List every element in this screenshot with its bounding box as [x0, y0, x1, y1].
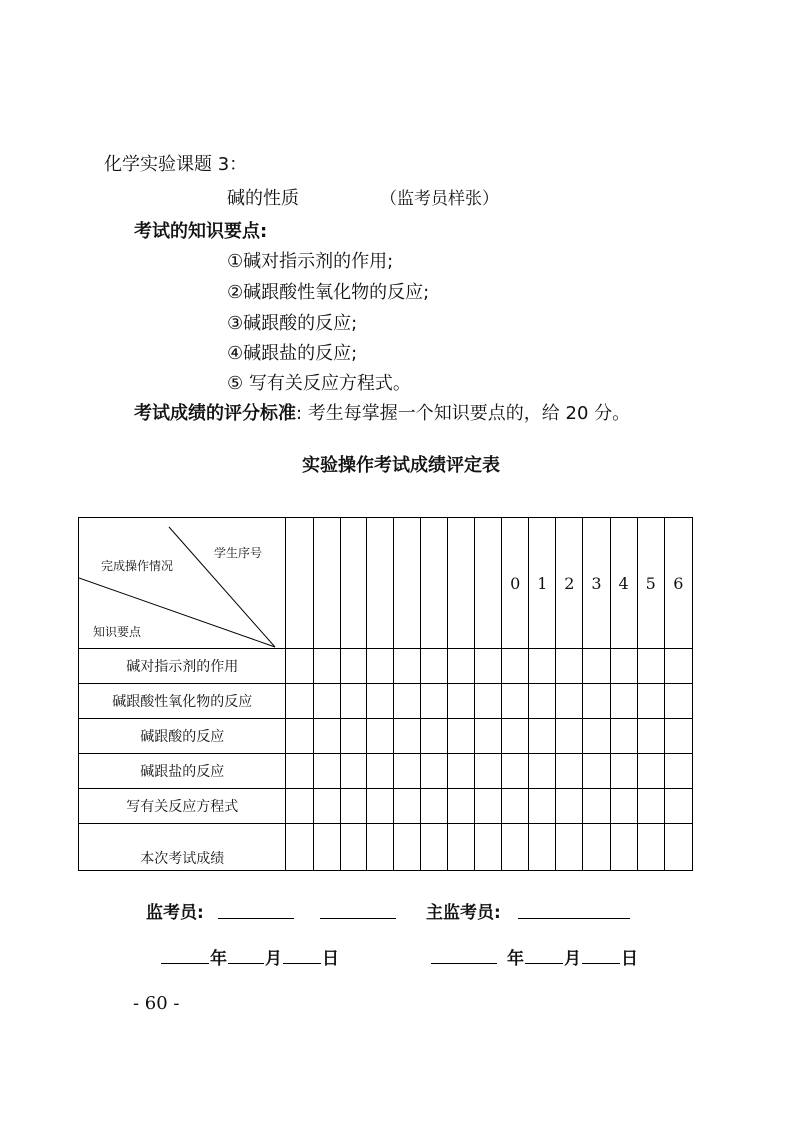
table-row: [79, 684, 693, 719]
score-cell[interactable]: [664, 789, 692, 824]
score-cell[interactable]: [340, 719, 366, 754]
score-cell[interactable]: [502, 824, 529, 871]
score-cell[interactable]: [583, 789, 610, 824]
score-cell[interactable]: [286, 719, 313, 754]
score-cell[interactable]: [664, 824, 692, 871]
header-cell: [393, 518, 420, 649]
chief-signature-blank[interactable]: [518, 902, 630, 919]
score-column-header: 0: [502, 518, 529, 649]
score-cell[interactable]: [286, 684, 313, 719]
score-column-header: 6: [664, 518, 692, 649]
month-blank-left[interactable]: [228, 947, 264, 964]
sample-note: （监考员样张）: [380, 189, 499, 209]
knowledge-item: ⑤ 写有关反应方程式。: [227, 373, 411, 394]
score-cell[interactable]: [664, 754, 692, 789]
score-column-header: 1: [529, 518, 556, 649]
score-cell[interactable]: [556, 824, 583, 871]
day-blank-right[interactable]: [582, 947, 620, 964]
score-cell[interactable]: [393, 719, 420, 754]
score-cell[interactable]: [637, 684, 664, 719]
table-header-row: [79, 518, 693, 649]
score-cell[interactable]: [313, 754, 340, 789]
year-blank-left[interactable]: [161, 947, 209, 964]
score-cell[interactable]: [340, 754, 366, 789]
score-cell[interactable]: [447, 789, 474, 824]
score-cell[interactable]: [286, 649, 313, 684]
score-cell[interactable]: [610, 649, 637, 684]
score-cell[interactable]: [475, 719, 502, 754]
score-cell[interactable]: [529, 789, 556, 824]
score-cell[interactable]: [610, 789, 637, 824]
score-cell[interactable]: [420, 789, 447, 824]
score-cell[interactable]: [340, 684, 366, 719]
row-label: 碱跟盐的反应: [79, 754, 286, 789]
score-cell[interactable]: [313, 719, 340, 754]
score-cell[interactable]: [475, 684, 502, 719]
score-cell[interactable]: [583, 684, 610, 719]
score-cell[interactable]: [502, 719, 529, 754]
score-cell[interactable]: [556, 754, 583, 789]
score-cell[interactable]: [529, 684, 556, 719]
diagonal-header-cell: [79, 518, 286, 649]
score-cell[interactable]: [313, 684, 340, 719]
score-cell[interactable]: [583, 754, 610, 789]
score-cell[interactable]: [366, 789, 393, 824]
subject-title: 碱的性质: [227, 188, 299, 209]
header-cell: [366, 518, 393, 649]
score-cell[interactable]: [529, 649, 556, 684]
score-cell[interactable]: [583, 649, 610, 684]
header-cell: [340, 518, 366, 649]
score-cell[interactable]: [556, 719, 583, 754]
score-cell[interactable]: [393, 824, 420, 871]
score-cell[interactable]: [366, 684, 393, 719]
day-label: 日: [621, 949, 638, 969]
score-cell[interactable]: [475, 649, 502, 684]
score-cell[interactable]: [637, 719, 664, 754]
score-cell[interactable]: [637, 754, 664, 789]
day-label: 日: [322, 949, 339, 969]
score-cell[interactable]: [583, 824, 610, 871]
score-cell[interactable]: [502, 684, 529, 719]
knowledge-item: ④碱跟盐的反应;: [227, 343, 358, 364]
month-blank-right[interactable]: [525, 947, 563, 964]
score-cell[interactable]: [313, 649, 340, 684]
month-label: 月: [564, 949, 581, 969]
row-label: 碱对指示剂的作用: [79, 649, 286, 684]
score-cell[interactable]: [610, 754, 637, 789]
row-label: 写有关反应方程式: [79, 789, 286, 824]
score-cell[interactable]: [340, 824, 366, 871]
score-cell[interactable]: [529, 754, 556, 789]
table-row: [79, 649, 693, 684]
scoring-label: 考试成绩的评分标准: [134, 403, 296, 424]
header-cell: [475, 518, 502, 649]
topic-heading: 化学实验课题 3：: [104, 154, 248, 175]
score-cell[interactable]: [420, 649, 447, 684]
scoring-text: : 考生每掌握一个知识要点的，给 20 分。: [296, 403, 631, 424]
score-cell[interactable]: [340, 789, 366, 824]
score-cell[interactable]: [637, 649, 664, 684]
knowledge-title: 考试的知识要点:: [134, 221, 268, 242]
score-cell[interactable]: [366, 824, 393, 871]
score-cell[interactable]: [475, 824, 502, 871]
score-cell[interactable]: [366, 649, 393, 684]
year-blank-right[interactable]: [431, 947, 497, 964]
completion-label: 完成操作情况: [101, 559, 174, 573]
score-cell[interactable]: [610, 719, 637, 754]
page-number: - 60 -: [133, 993, 180, 1014]
score-cell[interactable]: [313, 824, 340, 871]
score-column-header: 2: [556, 518, 583, 649]
score-column-header: 5: [637, 518, 664, 649]
score-cell[interactable]: [286, 824, 313, 871]
score-cell[interactable]: [393, 684, 420, 719]
knowledge-item: ②碱跟酸性氧化物的反应;: [227, 282, 430, 303]
score-cell[interactable]: [447, 649, 474, 684]
row-label: 碱跟酸的反应: [79, 719, 286, 754]
table-title: 实验操作考试成绩评定表: [302, 455, 500, 476]
score-cell[interactable]: [637, 789, 664, 824]
score-cell[interactable]: [610, 824, 637, 871]
score-cell[interactable]: [475, 754, 502, 789]
score-cell[interactable]: [502, 754, 529, 789]
header-cell: [313, 518, 340, 649]
score-cell[interactable]: [393, 789, 420, 824]
knowledge-item: ③碱跟酸的反应;: [227, 313, 358, 334]
score-cell[interactable]: [583, 719, 610, 754]
grade-table: [78, 517, 693, 871]
score-cell[interactable]: [556, 649, 583, 684]
score-cell[interactable]: [502, 649, 529, 684]
knowledge-item: ①碱对指示剂的作用;: [227, 251, 394, 272]
row-label: 碱跟酸性氧化物的反应: [79, 684, 286, 719]
score-cell[interactable]: [502, 789, 529, 824]
score-cell[interactable]: [420, 719, 447, 754]
score-cell[interactable]: [556, 684, 583, 719]
score-cell[interactable]: [529, 824, 556, 871]
header-cell: [286, 518, 313, 649]
invigilator-signature-blank-1[interactable]: [218, 902, 294, 919]
knowledge-points-label: 知识要点: [93, 625, 142, 639]
score-cell[interactable]: [610, 684, 637, 719]
scoring-line: [134, 399, 630, 425]
score-cell[interactable]: [286, 754, 313, 789]
day-blank-left[interactable]: [283, 947, 321, 964]
score-cell[interactable]: [420, 754, 447, 789]
header-cell: [447, 518, 474, 649]
score-cell[interactable]: [556, 789, 583, 824]
score-cell[interactable]: [313, 789, 340, 824]
score-column-header: 4: [610, 518, 637, 649]
table-row: [79, 824, 693, 871]
score-cell[interactable]: [286, 789, 313, 824]
invigilator-signature-blank-2[interactable]: [320, 902, 396, 919]
score-cell[interactable]: [447, 824, 474, 871]
score-cell[interactable]: [664, 684, 692, 719]
year-label: 年: [507, 949, 524, 969]
score-cell[interactable]: [664, 649, 692, 684]
score-cell[interactable]: [475, 789, 502, 824]
row-label: 本次考试成绩: [79, 824, 286, 871]
score-cell[interactable]: [447, 754, 474, 789]
score-cell[interactable]: [664, 719, 692, 754]
header-cell: [420, 518, 447, 649]
score-cell[interactable]: [420, 824, 447, 871]
score-cell[interactable]: [529, 719, 556, 754]
month-label: 月: [265, 949, 282, 969]
score-cell[interactable]: [393, 649, 420, 684]
student-number-label: 学生序号: [214, 546, 263, 560]
score-cell[interactable]: [340, 649, 366, 684]
score-cell[interactable]: [393, 754, 420, 789]
score-cell[interactable]: [447, 719, 474, 754]
year-label: 年: [210, 949, 227, 969]
table-row: [79, 719, 693, 754]
score-cell[interactable]: [366, 754, 393, 789]
score-cell[interactable]: [637, 824, 664, 871]
score-cell[interactable]: [420, 684, 447, 719]
table-row: [79, 754, 693, 789]
score-cell[interactable]: [447, 684, 474, 719]
chief-invigilator-label: 主监考员:: [426, 903, 501, 923]
score-column-header: 3: [583, 518, 610, 649]
score-cell[interactable]: [366, 719, 393, 754]
invigilator-label: 监考员:: [146, 903, 204, 923]
table-row: [79, 789, 693, 824]
